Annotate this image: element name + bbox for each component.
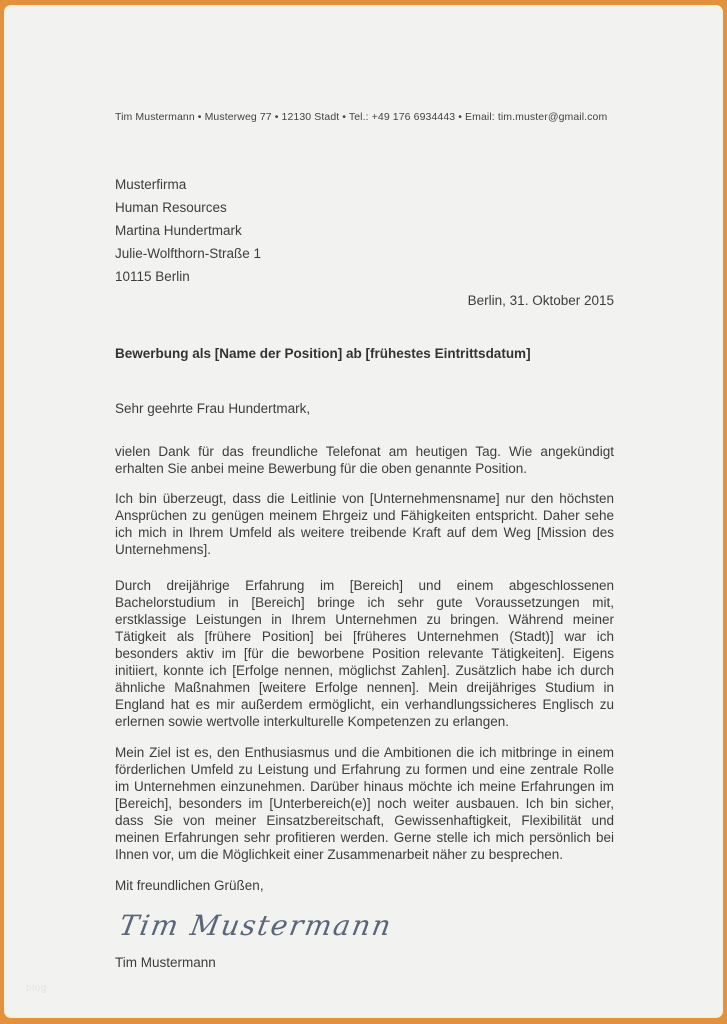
recipient-company: Musterfirma [115,177,187,192]
body-paragraph-4: Mein Ziel ist es, den Enthusiasmus und die Ambitionen die ich mitbringe in einem förderlichen Umfeld zu Leistung und Erfahrung zu formen und eine zentrale Rolle im Unternehmen einzunehmen. Darüber hinaus möchte ich meine Erfahrungen im [Bereich], besonders im [Unterbereich(e)] noch weiter ausbauen. Ich bin sicher, dass Sie von meiner Einsatzbereitschaft, Gewissenhaftigkeit, Flexibilität und meinen Erfahrungen sehr profitieren werden. Gerne stelle ich mich persönlich bei Ihnen vor, um die Möglichkeit einer Zusammenarbeit näher zu besprechen. [115,745,614,862]
date-line: Berlin, 31. Oktober 2015 [467,293,614,308]
typed-signature-name: Tim Mustermann [115,955,216,970]
handwritten-signature: Tim Mustermann [116,909,396,942]
salutation: Sehr geehrte Frau Hundertmark, [115,401,311,416]
letter-page [4,5,723,1018]
closing-phrase: Mit freundlichen Grüßen, [115,878,264,893]
subject-line: Bewerbung als [Name der Position] ab [frühestes Eintrittsdatum] [115,346,531,361]
recipient-city: 10115 Berlin [115,269,190,284]
recipient-department: Human Resources [115,200,227,215]
recipient-address-block [115,173,614,288]
body-paragraph-3: Durch dreijährige Erfahrung im [Bereich] und einem abgeschlossenen Bachelorstudium in [Bereich] bringe ich sehr gute Voraussetzungen mit, erstklassige Leistungen in Ihrem Unternehmen zu bringen. Während meiner Tätigkeit als [frühere Position] bei [früheres Unternehmen (Stadt)] war ich besonders aktiv im [für die beworbene Position relevante Tätigkeiten]. Eigens initiiert, konnte ich [Erfolge nennen, möglichst Zahlen]. Zusätzlich habe ich durch ähnliche Maßnahmen [weitere Erfolge nennen]. Mein dreijähriges Studium in England hat es mir außerdem ermöglicht, ein verhandlungssicheres Englisch zu erlernen sowie wertvolle interkulturelle Kompetenzen zu erlangen. [115,578,614,729]
sender-contact-line: Tim Mustermann • Musterweg 77 • 12130 Stadt • Tel.: +49 176 6934443 • Email: tim.muster@gmail.com [115,111,608,123]
recipient-person: Martina Hundertmark [115,223,242,238]
letter-content [115,7,614,971]
body-paragraph-2: Ich bin überzeugt, dass die Leitlinie von [Unternehmensname] nur den höchsten Ansprüchen zu genügen meinem Ehrgeiz und Fähigkeiten entspricht. Daher sehe ich mich in Ihrem Umfeld als weitere treibende Kraft auf dem Weg [Mission des Unternehmens]. [115,491,614,557]
recipient-street: Julie-Wolfthorn-Straße 1 [115,246,262,261]
watermark: blog [26,983,47,994]
body-paragraph-1: vielen Dank für das freundliche Telefonat am heutigen Tag. Wie angekündigt erhalten Sie anbei meine Bewerbung für die oben genannte Position. [115,444,614,476]
